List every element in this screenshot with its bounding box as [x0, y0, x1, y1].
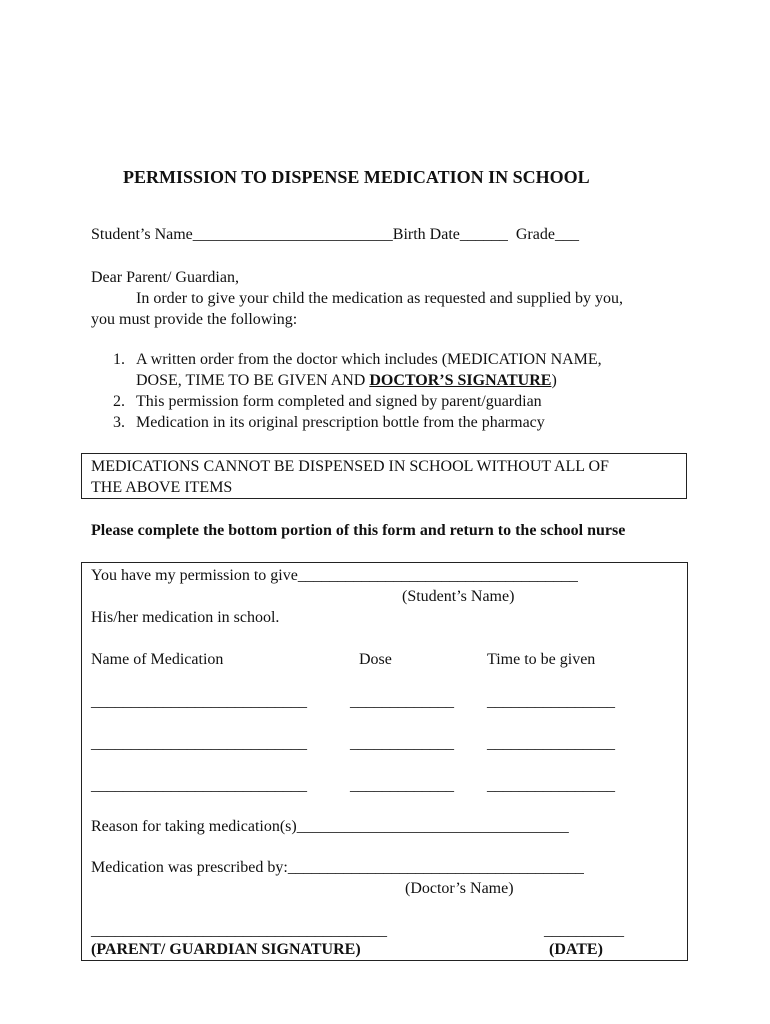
- list-item-1-close-paren: ): [551, 372, 557, 389]
- time-field[interactable]: ________________: [487, 777, 615, 794]
- list-number-1: 1.: [113, 351, 125, 368]
- signature-label: (PARENT/ GUARDIAN SIGNATURE): [91, 941, 361, 958]
- student-name-caption: (Student’s Name): [402, 588, 515, 605]
- list-item-3: Medication in its original prescription bottle from the pharmacy: [136, 414, 545, 431]
- his-her-line: His/her medication in school.: [91, 609, 280, 626]
- list-number-3: 3.: [113, 414, 125, 431]
- dose-field[interactable]: _____________: [350, 693, 454, 710]
- list-item-1-line-2: [136, 371, 557, 391]
- list-item-1-text: DOSE, TIME TO BE GIVEN AND: [136, 372, 370, 389]
- date-label: (DATE): [549, 941, 603, 958]
- intro-line-1: In order to give your child the medication as requested and supplied by you,: [136, 290, 623, 307]
- reason-line[interactable]: Reason for taking medication(s)__________________________________: [91, 818, 569, 835]
- medication-name-header: Name of Medication: [91, 651, 224, 668]
- date-field[interactable]: __________: [544, 922, 624, 939]
- medication-name-field[interactable]: ___________________________: [91, 693, 307, 710]
- list-number-2: 2.: [113, 393, 125, 410]
- notice-line-1: MEDICATIONS CANNOT BE DISPENSED IN SCHOOL WITHOUT ALL OF: [91, 458, 609, 475]
- greeting: Dear Parent/ Guardian,: [91, 269, 239, 286]
- list-item-1-line-1: A written order from the doctor which includes (MEDICATION NAME,: [136, 351, 602, 368]
- time-field[interactable]: ________________: [487, 735, 615, 752]
- page-title: PERMISSION TO DISPENSE MEDICATION IN SCHOOL: [123, 167, 590, 187]
- doctors-signature-emphasis: DOCTOR’S SIGNATURE: [369, 372, 552, 389]
- signature-field[interactable]: _____________________________________: [91, 922, 387, 939]
- medication-name-field[interactable]: ___________________________: [91, 735, 307, 752]
- doctor-name-caption: (Doctor’s Name): [405, 880, 514, 897]
- time-field[interactable]: ________________: [487, 693, 615, 710]
- list-item-2: This permission form completed and signed by parent/guardian: [136, 393, 542, 410]
- prescribed-by-line[interactable]: Medication was prescribed by:_____________________________________: [91, 859, 584, 876]
- time-header: Time to be given: [487, 651, 596, 668]
- permission-line: You have my permission to give___________________________________: [91, 567, 578, 584]
- notice-line-2: THE ABOVE ITEMS: [91, 479, 233, 496]
- return-instruction: Please complete the bottom portion of this form and return to the school nurse: [91, 522, 626, 539]
- dose-field[interactable]: _____________: [350, 735, 454, 752]
- intro-line-2: you must provide the following:: [91, 311, 298, 328]
- student-info-line: Student’s Name_________________________Birth Date______ Grade___: [91, 226, 579, 243]
- medication-name-field[interactable]: ___________________________: [91, 777, 307, 794]
- dose-header: Dose: [359, 651, 392, 668]
- dose-field[interactable]: _____________: [350, 777, 454, 794]
